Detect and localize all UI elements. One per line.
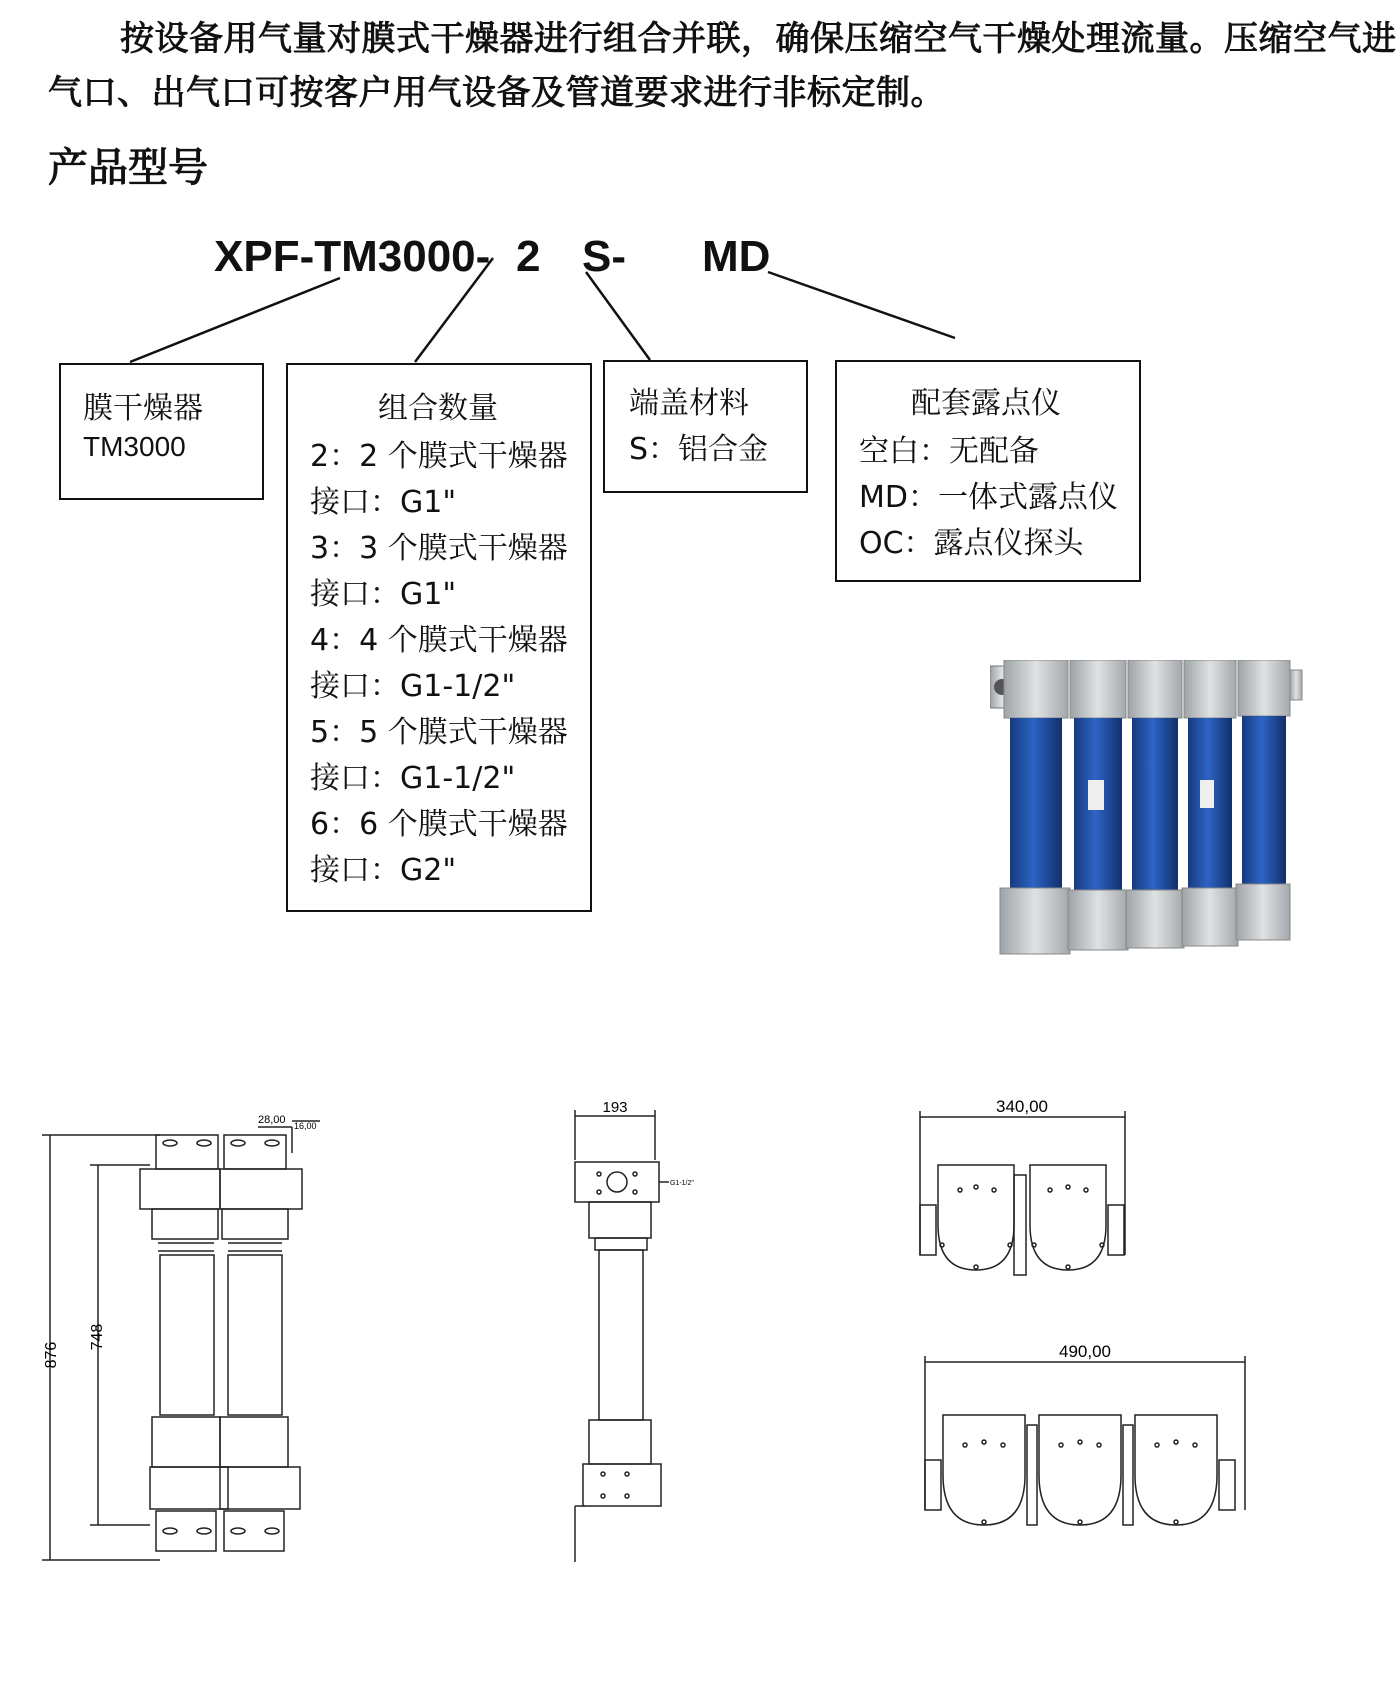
dim-width-2-units: 340,00	[996, 1097, 1048, 1116]
model-code-meter: MD	[702, 232, 771, 281]
intro-paragraph: 按设备用气量对膜式干燥器进行组合并联，确保压缩空气干燥处理流量。压缩空气进气口、出气口可按客户用气设备及管道要求进行非标定制。	[48, 19, 1397, 113]
combination-line: 接口：G2"	[310, 853, 457, 888]
box-end-cap-title: 端盖材料	[629, 386, 749, 421]
combination-line: 3：3 个膜式干燥器	[310, 531, 568, 566]
dim-top-b: 16,00	[294, 1121, 317, 1131]
dew-point-line: MD：一体式露点仪	[859, 480, 1118, 515]
combination-line: 接口：G1-1/2"	[310, 761, 516, 796]
combination-line: 接口：G1-1/2"	[310, 669, 516, 704]
dryer-unit-4	[1182, 660, 1238, 946]
model-code-prefix: XPF-TM3000-	[214, 232, 491, 281]
box-dryer	[59, 363, 264, 500]
connector-line-end-cap	[586, 272, 650, 360]
box-dew-point-title: 配套露点仪	[911, 386, 1061, 421]
combination-line: 6：6 个膜式干燥器	[310, 807, 568, 842]
top-view-2-units-drawing	[910, 1095, 1140, 1295]
box-end-cap-value: S：铝合金	[629, 432, 769, 467]
outlet-port	[1290, 670, 1302, 700]
connector-line-dew-point	[768, 272, 955, 338]
model-code-count: 2	[516, 232, 541, 281]
model-code-material: S-	[582, 232, 626, 281]
combination-line: 接口：G1"	[310, 485, 457, 520]
dew-point-line: OC：露点仪探头	[859, 526, 1084, 561]
dim-side-width: 193	[602, 1100, 628, 1116]
dryer-unit-3	[1126, 660, 1184, 948]
connector-line-combination	[415, 258, 493, 362]
side-view-drawing	[565, 1100, 705, 1570]
combination-line: 接口：G1"	[310, 577, 457, 612]
dryer-unit-5	[1236, 660, 1290, 940]
combination-line: 2：2 个膜式干燥器	[310, 439, 568, 474]
box-combination	[286, 363, 592, 912]
dim-width-3-units: 490,00	[1059, 1342, 1111, 1361]
front-view-drawing	[30, 1105, 350, 1575]
section-title: 产品型号	[48, 145, 208, 191]
box-dryer-title: 膜干燥器	[83, 391, 203, 426]
connector-line-dryer	[130, 278, 340, 362]
connector-lines	[0, 0, 1400, 620]
dryer-unit-2	[1068, 660, 1128, 950]
dim-total-height: 876	[43, 1341, 60, 1369]
combination-line: 4：4 个膜式干燥器	[310, 623, 568, 658]
dew-point-line: 空白：无配备	[859, 434, 1039, 469]
port-size-label: G1-1/2"	[670, 1180, 694, 1187]
top-view-3-units-drawing	[915, 1340, 1255, 1550]
combination-line: 5：5 个膜式干燥器	[310, 715, 568, 750]
box-combination-title: 组合数量	[378, 391, 498, 426]
dryer-unit-1	[1000, 660, 1070, 954]
dim-top-a: 28,00	[258, 1114, 286, 1126]
product-photo	[990, 660, 1310, 960]
box-dew-point	[835, 360, 1141, 582]
dim-inner-height: 748	[89, 1323, 106, 1351]
box-dryer-value: TM3000	[83, 431, 186, 462]
box-end-cap	[603, 360, 808, 493]
